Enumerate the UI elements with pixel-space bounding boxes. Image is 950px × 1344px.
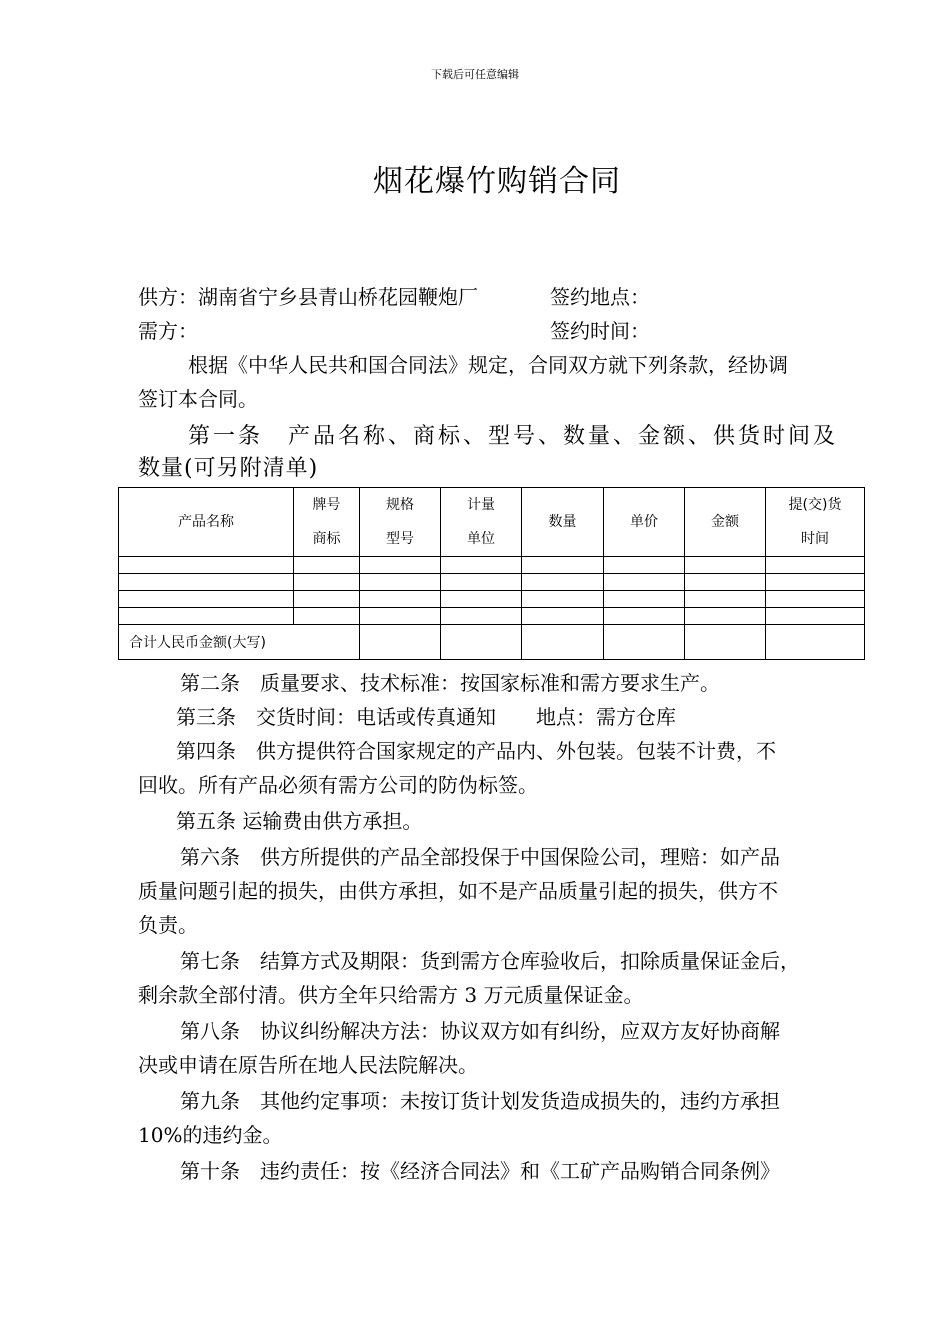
- article-4-line-2: 回收。所有产品必须有需方公司的防伪标签。: [138, 773, 538, 797]
- sign-place-label: 签约地点：: [550, 285, 650, 309]
- header-product-name: 产品名称: [119, 488, 294, 557]
- document-title: 烟花爆竹购销合同: [373, 164, 621, 199]
- table-cell[interactable]: [294, 557, 360, 574]
- table-cell[interactable]: [294, 591, 360, 608]
- article-1-line-2: 数量(可另附清单): [138, 456, 319, 481]
- table-cell[interactable]: [766, 625, 865, 660]
- table-cell[interactable]: [360, 574, 441, 591]
- table-cell[interactable]: [522, 591, 604, 608]
- table-header-row: [119, 488, 865, 557]
- table-cell[interactable]: [119, 591, 294, 608]
- table-cell[interactable]: [685, 574, 766, 591]
- buyer-label: 需方：: [138, 319, 198, 343]
- table-row: [119, 557, 865, 574]
- header-amount: 金额: [685, 488, 766, 557]
- preamble-line-1: 根据《中华人民共和国合同法》规定，合同双方就下列条款，经协调: [188, 353, 788, 377]
- article-10-line-1: 第十条 违约责任：按《经济合同法》和《工矿产品购销合同条例》: [180, 1159, 780, 1183]
- table-row: [119, 608, 865, 625]
- table-cell[interactable]: [360, 608, 441, 625]
- table-cell[interactable]: [119, 557, 294, 574]
- article-9-line-2: 10%的违约金。: [138, 1123, 283, 1147]
- total-amount-label: 合计人民币金额(大写): [119, 625, 360, 660]
- table-cell[interactable]: [522, 625, 604, 660]
- table-cell[interactable]: [441, 608, 522, 625]
- table-cell[interactable]: [522, 608, 604, 625]
- header-quantity: 数量: [522, 488, 604, 557]
- table-cell[interactable]: [294, 574, 360, 591]
- article-6-line-2: 质量问题引起的损失，由供方承担，如不是产品质量引起的损失，供方不: [138, 879, 778, 903]
- preamble-line-2: 签订本合同。: [138, 387, 258, 411]
- supplier-value: 湖南省宁乡县青山桥花园鞭炮厂: [198, 285, 478, 309]
- article-3: 第三条 交货时间：电话或传真通知 地点：需方仓库: [176, 705, 676, 729]
- supplier-line: [138, 280, 478, 314]
- table-cell[interactable]: [604, 557, 685, 574]
- table-cell[interactable]: [360, 557, 441, 574]
- table-cell[interactable]: [766, 591, 865, 608]
- table-cell[interactable]: [766, 574, 865, 591]
- article-1-line-1: 第一条 产品名称、商标、型号、数量、金额、供货时间及: [188, 424, 839, 449]
- table-row: [119, 574, 865, 591]
- article-6-line-3: 负责。: [138, 913, 198, 937]
- header-delivery-time: 提(交)货 时间: [766, 488, 865, 557]
- article-8-line-1: 第八条 协议纠纷解决方法：协议双方如有纠纷，应双方友好协商解: [180, 1019, 780, 1043]
- article-9-line-1: 第九条 其他约定事项：未按订货计划发货造成损失的，违约方承担: [180, 1089, 780, 1113]
- table-cell[interactable]: [766, 608, 865, 625]
- table-cell[interactable]: [604, 608, 685, 625]
- table-cell[interactable]: [604, 625, 685, 660]
- table-cell[interactable]: [119, 608, 294, 625]
- header-note: 下载后可任意编辑: [431, 68, 519, 81]
- table-cell[interactable]: [685, 625, 766, 660]
- sign-time-label: 签约时间：: [550, 319, 650, 343]
- article-7-line-1: 第七条 结算方式及期限：货到需方仓库验收后，扣除质量保证金后，: [180, 949, 800, 973]
- article-5: 第五条 运输费由供方承担。: [176, 809, 423, 833]
- table-cell[interactable]: [441, 625, 522, 660]
- table-cell[interactable]: [360, 625, 441, 660]
- article-2: 第二条 质量要求、技术标准：按国家标准和需方要求生产。: [180, 671, 720, 695]
- supplier-label: 供方：: [138, 285, 198, 309]
- table-cell[interactable]: [766, 557, 865, 574]
- article-4-line-1: 第四条 供方提供符合国家规定的产品内、外包装。包装不计费，不: [176, 739, 776, 763]
- table-cell[interactable]: [522, 557, 604, 574]
- table-cell[interactable]: [685, 591, 766, 608]
- goods-table: [118, 487, 865, 660]
- table-row: [119, 591, 865, 608]
- table-cell[interactable]: [522, 574, 604, 591]
- table-cell[interactable]: [294, 608, 360, 625]
- table-cell[interactable]: [604, 591, 685, 608]
- header-brand: 牌号 商标: [294, 488, 360, 557]
- table-cell[interactable]: [685, 608, 766, 625]
- table-cell[interactable]: [441, 557, 522, 574]
- article-6-line-1: 第六条 供方所提供的产品全部投保于中国保险公司，理赔：如产品: [180, 845, 780, 869]
- header-unit: 计量 单位: [441, 488, 522, 557]
- table-cell[interactable]: [441, 574, 522, 591]
- table-cell[interactable]: [119, 574, 294, 591]
- table-cell[interactable]: [685, 557, 766, 574]
- header-unit-price: 单价: [604, 488, 685, 557]
- article-8-line-2: 决或申请在原告所在地人民法院解决。: [138, 1053, 478, 1077]
- article-7-line-2: 剩余款全部付清。供方全年只给需方 3 万元质量保证金。: [138, 983, 644, 1007]
- table-total-row: [119, 625, 865, 660]
- table-cell[interactable]: [441, 591, 522, 608]
- header-spec: 规格 型号: [360, 488, 441, 557]
- table-cell[interactable]: [604, 574, 685, 591]
- table-cell[interactable]: [360, 591, 441, 608]
